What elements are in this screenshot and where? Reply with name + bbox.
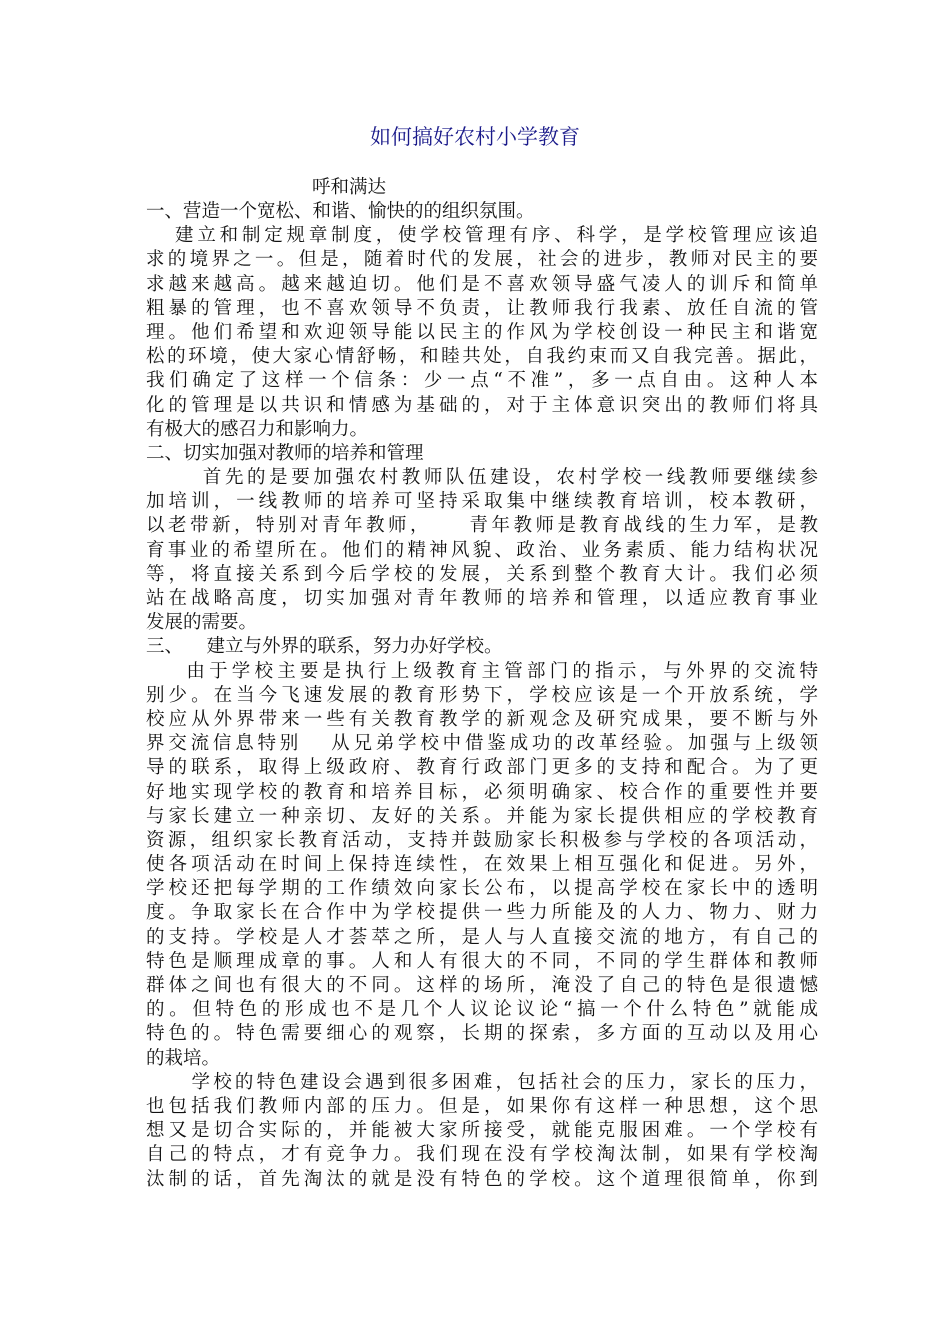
body-line: 的支持。学校是人才荟萃之所，是人与人直接交流的地方，有自己的 <box>146 926 818 948</box>
body-line: 有极大的感召力和影响力。 <box>146 418 369 440</box>
body-line: 学校还把每学期的工作绩效向家长公布，以提高学校在家长中的透明 <box>146 878 818 900</box>
body-line: 育事业的希望所在。他们的精神风貌、政治、业务素质、能力结构状况 <box>146 539 818 561</box>
body-line: 与家长建立一种亲切、友好的关系。并能为家长提供相应的学校教育 <box>146 805 818 827</box>
body-line: 松的环境，使大家心情舒畅，和睦共处，自我约束而又自我完善。据此， <box>146 346 818 368</box>
body-line: 以老带新，特别对青年教师， 青年教师是教育战线的生力军，是教 <box>146 515 818 537</box>
body-line: 加培训，一线教师的培养可坚持采取集中继续教育培训，校本教研， <box>146 491 818 513</box>
body-line: 三、 建立与外界的联系，努力办好学校。 <box>146 636 503 658</box>
body-line: 特色的。特色需要细心的观察，长期的探索，多方面的互动以及用心 <box>146 1023 818 1045</box>
body-line: 的。但特色的形成也不是几个人议论议论“搞一个什么特色”就能成 <box>146 999 818 1021</box>
body-line: 发展的需要。 <box>146 612 258 634</box>
document-body <box>146 200 818 1192</box>
body-line: 求的境界之一。但是，随着时代的发展，社会的进步，教师对民主的要 <box>146 249 818 271</box>
body-line: 首先的是要加强农村教师队伍建设，农村学校一线教师要继续参 <box>146 467 818 489</box>
body-line: 界交流信息特别 从兄弟学校中借鉴成功的改革经验。加强与上级领 <box>146 733 818 755</box>
body-line: 导的联系，取得上级政府、教育行政部门更多的支持和配合。为了更 <box>146 757 818 779</box>
body-line: 粗暴的管理，也不喜欢领导不负责，让教师我行我素、放任自流的管 <box>146 297 818 319</box>
body-line: 度。争取家长在合作中为学校提供一些力所能及的人力、物力、财力 <box>146 902 818 924</box>
body-line: 特色是顺理成章的事。人和人有很大的不同，不同的学生群体和教师 <box>146 950 818 972</box>
body-line: 好地实现学校的教育和培养目标，必须明确家、校合作的重要性并要 <box>146 781 818 803</box>
body-line: 学校的特色建设会遇到很多困难，包括社会的压力，家长的压力， <box>146 1071 818 1093</box>
body-line: 理。他们希望和欢迎领导能以民主的作风为学校创设一种民主和谐宽 <box>146 321 818 343</box>
document-author: 呼和满达 <box>312 177 387 198</box>
body-line: 求越来越高。越来越迫切。他们是不喜欢领导盛气凌人的训斥和简单 <box>146 273 818 295</box>
body-line: 建立和制定规章制度，使学校管理有序、科学，是学校管理应该追 <box>146 225 818 247</box>
body-line: 二、切实加强对教师的培养和管理 <box>146 442 424 464</box>
body-line: 一、营造一个宽松、和谐、愉快的的组织氛围。 <box>146 201 535 222</box>
body-line: 也包括我们教师内部的压力。但是，如果你有这样一种思想，这个思 <box>146 1095 818 1117</box>
document-title: 如何搞好农村小学教育 <box>370 125 580 149</box>
body-line: 想又是切合实际的，并能被大家所接受，就能克服困难。一个学校有 <box>146 1120 818 1142</box>
body-line: 群体之间也有很大的不同。这样的场所，淹没了自己的特色是很遗憾 <box>146 975 818 996</box>
body-line: 化的管理是以共识和情感为基础的，对于主体意识突出的教师们将具 <box>146 394 818 416</box>
body-line: 别少。在当今飞速发展的教育形势下，学校应该是一个开放系统，学 <box>146 684 818 706</box>
body-line: 站在战略高度，切实加强对青年教师的培养和管理，以适应教育事业 <box>146 588 818 609</box>
body-line: 汰制的话，首先淘汰的就是没有特色的学校。这个道理很简单，你到 <box>146 1168 818 1190</box>
body-line: 自己的特点，才有竞争力。我们现在没有学校淘汰制，如果有学校淘 <box>146 1144 818 1166</box>
body-line: 资源，组织家长教育活动，支持并鼓励家长积极参与学校的各项活动， <box>146 829 818 851</box>
body-line: 由于学校主要是执行上级教育主管部门的指示，与外界的交流特 <box>146 660 818 682</box>
body-line: 使各项活动在时间上保持连续性，在效果上相互强化和促进。另外， <box>146 854 818 876</box>
body-line: 的栽培。 <box>146 1047 221 1069</box>
body-line: 我们确定了这样一个信条：少一点“不准”，多一点自由。这种人本 <box>146 370 818 392</box>
body-line: 等，将直接关系到今后学校的发展，关系到整个教育大计。我们必须 <box>146 563 818 585</box>
body-line: 校应从外界带来一些有关教育教学的新观念及研究成果，要不断与外 <box>146 708 818 730</box>
